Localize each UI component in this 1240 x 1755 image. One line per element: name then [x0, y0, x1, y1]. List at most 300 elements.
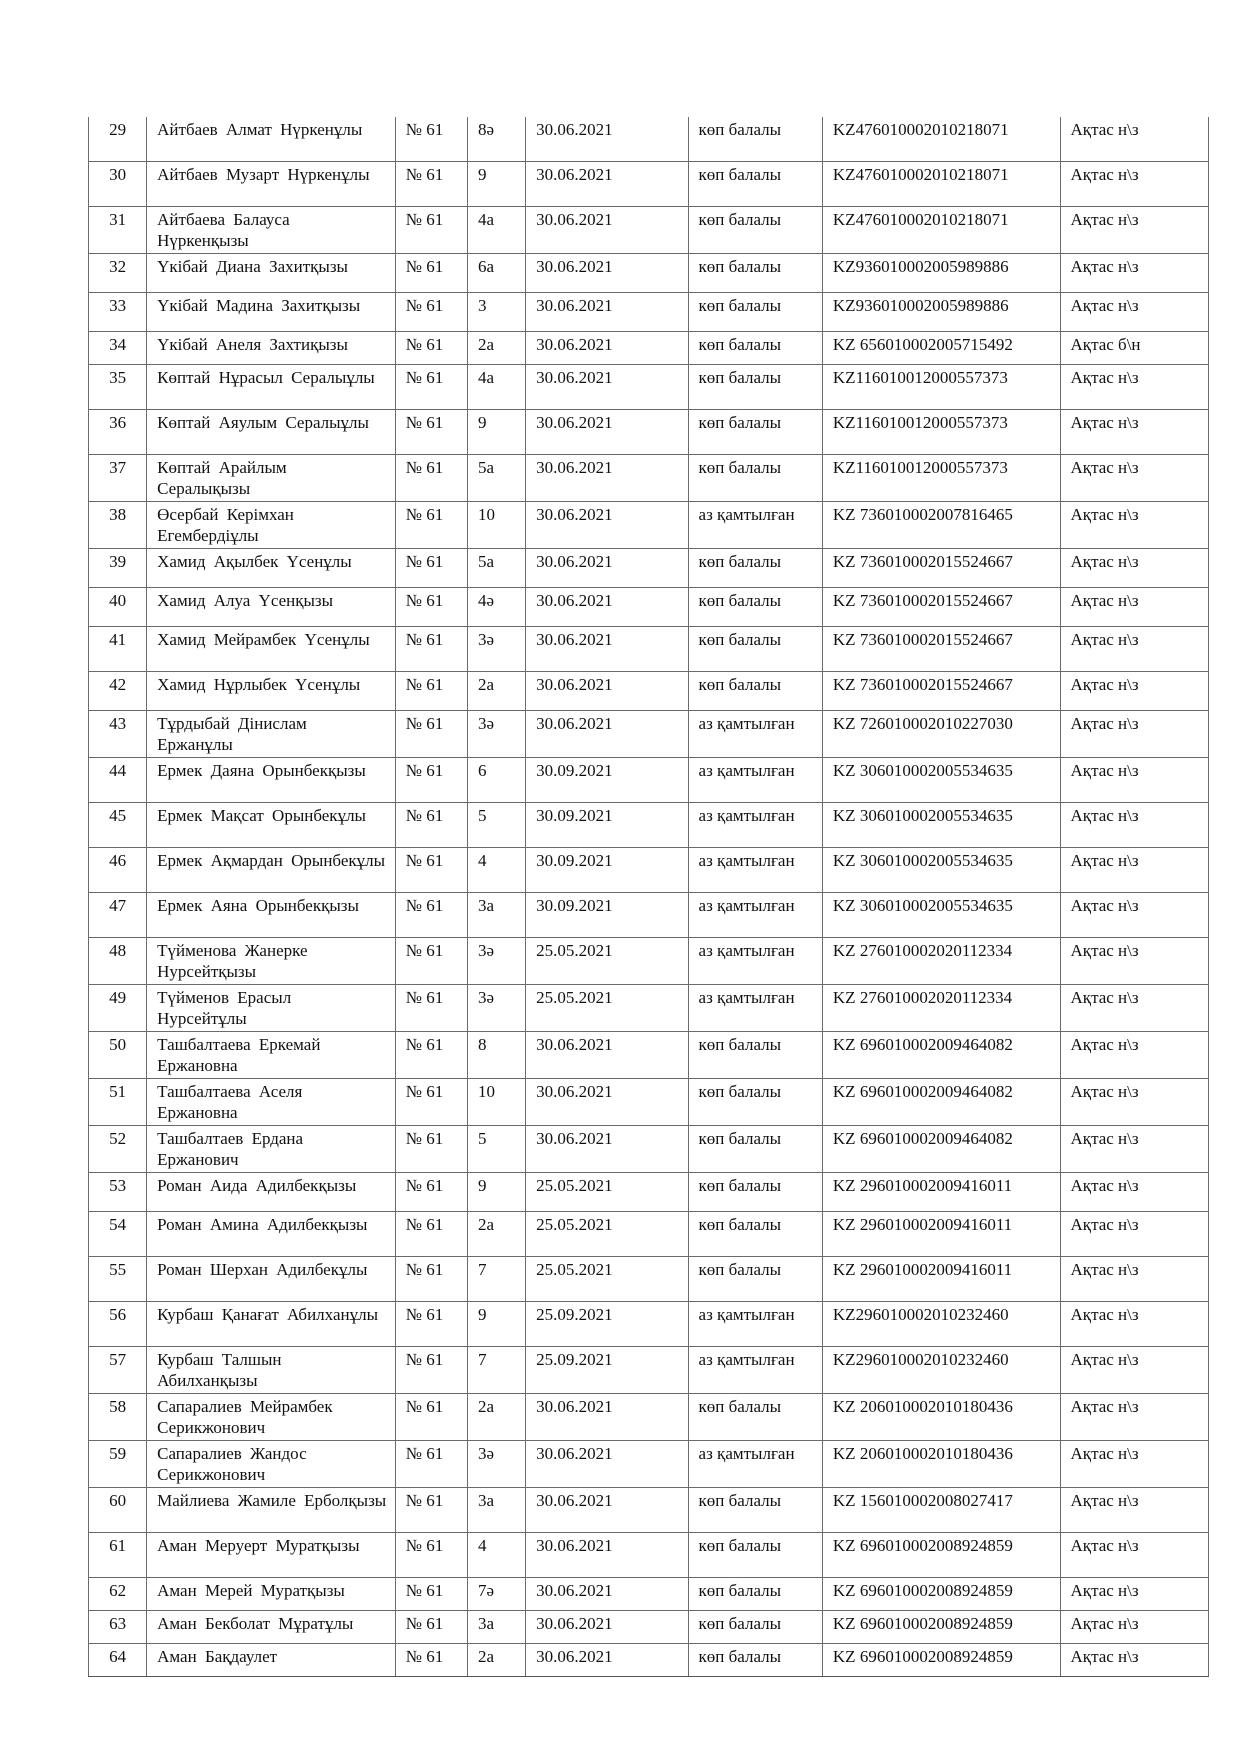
bank-branch: Ақтас н\з [1060, 1032, 1208, 1079]
grade: 7 [467, 1347, 525, 1394]
iban: KZ 306010002005534635 [822, 803, 1060, 848]
student-name: Аман Бақдаулет [147, 1644, 396, 1677]
student-name: Ермек Даяна Орынбекқызы [147, 758, 396, 803]
iban: KZ 736010002015524667 [822, 672, 1060, 711]
table-row [89, 207, 1209, 254]
school-number: № 61 [395, 410, 467, 455]
row-number: 38 [89, 502, 147, 549]
iban: KZ 306010002005534635 [822, 893, 1060, 938]
row-number: 37 [89, 455, 147, 502]
iban: KZ 736010002015524667 [822, 588, 1060, 627]
row-number: 53 [89, 1173, 147, 1212]
grade: 3ә [467, 1441, 525, 1488]
grade: 9 [467, 162, 525, 207]
bank-branch: Ақтас н\з [1060, 1488, 1208, 1533]
category: көп балалы [688, 1212, 822, 1257]
student-name: Курбаш Талшын Абилханқызы [147, 1347, 396, 1394]
bank-branch: Ақтас н\з [1060, 1126, 1208, 1173]
iban: KZ 696010002009464082 [822, 1079, 1060, 1126]
student-name: Айтбаев Музарт Нүркенұлы [147, 162, 396, 207]
table-row [89, 711, 1209, 758]
grade: 2а [467, 672, 525, 711]
iban: KZ 726010002010227030 [822, 711, 1060, 758]
date: 30.06.2021 [526, 1488, 688, 1533]
student-name: Көптай Нұрасыл Сералыұлы [147, 365, 396, 410]
date: 30.06.2021 [526, 1611, 688, 1644]
category: көп балалы [688, 1173, 822, 1212]
category: аз қамтылған [688, 985, 822, 1032]
student-name: Айтбаева Балауса Нүркенқызы [147, 207, 396, 254]
table-row [89, 803, 1209, 848]
category: көп балалы [688, 1488, 822, 1533]
table-row [89, 1173, 1209, 1212]
grade: 3ә [467, 627, 525, 672]
date: 25.05.2021 [526, 1212, 688, 1257]
category: аз қамтылған [688, 1347, 822, 1394]
category: көп балалы [688, 254, 822, 293]
date: 30.06.2021 [526, 1441, 688, 1488]
category: көп балалы [688, 1533, 822, 1578]
student-name: Аман Бекболат Мұратұлы [147, 1611, 396, 1644]
school-number: № 61 [395, 1441, 467, 1488]
date: 30.06.2021 [526, 207, 688, 254]
date: 25.09.2021 [526, 1347, 688, 1394]
date: 25.05.2021 [526, 1173, 688, 1212]
row-number: 35 [89, 365, 147, 410]
bank-branch: Ақтас н\з [1060, 410, 1208, 455]
iban: KZ 296010002009416011 [822, 1257, 1060, 1302]
iban: KZ 306010002005534635 [822, 848, 1060, 893]
table-row [89, 1257, 1209, 1302]
iban: KZ 696010002009464082 [822, 1032, 1060, 1079]
date: 30.06.2021 [526, 1533, 688, 1578]
category: көп балалы [688, 1394, 822, 1441]
date: 30.06.2021 [526, 254, 688, 293]
iban: KZ 736010002015524667 [822, 549, 1060, 588]
iban: KZ116010012000557373 [822, 410, 1060, 455]
grade: 2а [467, 1394, 525, 1441]
student-name: Үкібай Анеля Захтиқызы [147, 332, 396, 365]
row-number: 62 [89, 1578, 147, 1611]
row-number: 31 [89, 207, 147, 254]
bank-branch: Ақтас н\з [1060, 1302, 1208, 1347]
table-row [89, 938, 1209, 985]
bank-branch: Ақтас н\з [1060, 502, 1208, 549]
grade: 2а [467, 332, 525, 365]
grade: 10 [467, 502, 525, 549]
student-name: Хамид Нұрлыбек Үсенұлы [147, 672, 396, 711]
row-number: 60 [89, 1488, 147, 1533]
student-name: Роман Амина Адилбекқызы [147, 1212, 396, 1257]
grade: 5а [467, 549, 525, 588]
category: аз қамтылған [688, 938, 822, 985]
bank-branch: Ақтас н\з [1060, 1173, 1208, 1212]
bank-branch: Ақтас б\н [1060, 332, 1208, 365]
table-row [89, 1578, 1209, 1611]
student-name: Аман Меруерт Муратқызы [147, 1533, 396, 1578]
table-row [89, 1079, 1209, 1126]
student-name: Көптай Аяулым Сералыұлы [147, 410, 396, 455]
school-number: № 61 [395, 293, 467, 332]
table-row [89, 985, 1209, 1032]
student-name: Сапаралиев Жандос Серикжонович [147, 1441, 396, 1488]
student-name: Түйменова Жанерке Нурсейтқызы [147, 938, 396, 985]
student-name: Үкібай Диана Захитқызы [147, 254, 396, 293]
bank-branch: Ақтас н\з [1060, 1347, 1208, 1394]
beneficiaries-table [88, 117, 1209, 1677]
category: көп балалы [688, 1644, 822, 1677]
category: көп балалы [688, 1079, 822, 1126]
table-row [89, 672, 1209, 711]
grade: 2а [467, 1644, 525, 1677]
iban: KZ116010012000557373 [822, 455, 1060, 502]
iban: KZ 696010002008924859 [822, 1611, 1060, 1644]
school-number: № 61 [395, 588, 467, 627]
date: 25.09.2021 [526, 1302, 688, 1347]
table-row [89, 455, 1209, 502]
category: көп балалы [688, 627, 822, 672]
iban: KZ 296010002009416011 [822, 1212, 1060, 1257]
school-number: № 61 [395, 1347, 467, 1394]
document-page [88, 117, 1209, 1677]
bank-branch: Ақтас н\з [1060, 1212, 1208, 1257]
row-number: 46 [89, 848, 147, 893]
school-number: № 61 [395, 1578, 467, 1611]
row-number: 33 [89, 293, 147, 332]
category: көп балалы [688, 207, 822, 254]
category: көп балалы [688, 455, 822, 502]
table-row [89, 1212, 1209, 1257]
school-number: № 61 [395, 1533, 467, 1578]
school-number: № 61 [395, 1394, 467, 1441]
grade: 8 [467, 1032, 525, 1079]
grade: 5 [467, 803, 525, 848]
iban: KZ 276010002020112334 [822, 938, 1060, 985]
table-row [89, 1611, 1209, 1644]
grade: 5а [467, 455, 525, 502]
iban: KZ 696010002009464082 [822, 1126, 1060, 1173]
school-number: № 61 [395, 1611, 467, 1644]
bank-branch: Ақтас н\з [1060, 803, 1208, 848]
student-name: Хамид Мейрамбек Үсенұлы [147, 627, 396, 672]
date: 30.06.2021 [526, 549, 688, 588]
table-row [89, 117, 1209, 162]
iban: KZ 276010002020112334 [822, 985, 1060, 1032]
table-row [89, 1394, 1209, 1441]
grade: 9 [467, 410, 525, 455]
row-number: 40 [89, 588, 147, 627]
table-row [89, 410, 1209, 455]
grade: 3 [467, 293, 525, 332]
iban: KZ476010002010218071 [822, 117, 1060, 162]
date: 30.06.2021 [526, 410, 688, 455]
school-number: № 61 [395, 803, 467, 848]
school-number: № 61 [395, 1079, 467, 1126]
bank-branch: Ақтас н\з [1060, 162, 1208, 207]
school-number: № 61 [395, 1212, 467, 1257]
category: аз қамтылған [688, 1441, 822, 1488]
table-row [89, 365, 1209, 410]
category: аз қамтылған [688, 758, 822, 803]
date: 25.05.2021 [526, 938, 688, 985]
bank-branch: Ақтас н\з [1060, 938, 1208, 985]
row-number: 54 [89, 1212, 147, 1257]
bank-branch: Ақтас н\з [1060, 1394, 1208, 1441]
grade: 4 [467, 1533, 525, 1578]
table-row [89, 1644, 1209, 1677]
student-name: Роман Аида Адилбекқызы [147, 1173, 396, 1212]
iban: KZ 736010002007816465 [822, 502, 1060, 549]
row-number: 50 [89, 1032, 147, 1079]
row-number: 61 [89, 1533, 147, 1578]
iban: KZ296010002010232460 [822, 1302, 1060, 1347]
school-number: № 61 [395, 938, 467, 985]
date: 30.06.2021 [526, 162, 688, 207]
grade: 4 [467, 848, 525, 893]
school-number: № 61 [395, 455, 467, 502]
iban: KZ 306010002005534635 [822, 758, 1060, 803]
school-number: № 61 [395, 672, 467, 711]
row-number: 51 [89, 1079, 147, 1126]
date: 30.06.2021 [526, 117, 688, 162]
bank-branch: Ақтас н\з [1060, 1611, 1208, 1644]
grade: 7 [467, 1257, 525, 1302]
bank-branch: Ақтас н\з [1060, 893, 1208, 938]
category: көп балалы [688, 117, 822, 162]
table-row [89, 502, 1209, 549]
student-name: Ермек Ақмардан Орынбекұлы [147, 848, 396, 893]
grade: 10 [467, 1079, 525, 1126]
school-number: № 61 [395, 627, 467, 672]
bank-branch: Ақтас н\з [1060, 207, 1208, 254]
bank-branch: Ақтас н\з [1060, 1533, 1208, 1578]
table-row [89, 893, 1209, 938]
iban: KZ476010002010218071 [822, 207, 1060, 254]
table-row [89, 162, 1209, 207]
row-number: 49 [89, 985, 147, 1032]
school-number: № 61 [395, 162, 467, 207]
category: көп балалы [688, 410, 822, 455]
bank-branch: Ақтас н\з [1060, 1441, 1208, 1488]
row-number: 63 [89, 1611, 147, 1644]
school-number: № 61 [395, 893, 467, 938]
category: көп балалы [688, 588, 822, 627]
row-number: 52 [89, 1126, 147, 1173]
row-number: 30 [89, 162, 147, 207]
iban: KZ 696010002008924859 [822, 1578, 1060, 1611]
date: 30.06.2021 [526, 455, 688, 502]
category: көп балалы [688, 162, 822, 207]
iban: KZ936010002005989886 [822, 293, 1060, 332]
iban: KZ296010002010232460 [822, 1347, 1060, 1394]
student-name: Хамид Алуа Үсенқызы [147, 588, 396, 627]
iban: KZ936010002005989886 [822, 254, 1060, 293]
iban: KZ116010012000557373 [822, 365, 1060, 410]
iban: KZ476010002010218071 [822, 162, 1060, 207]
table-row [89, 254, 1209, 293]
row-number: 34 [89, 332, 147, 365]
student-name: Көптай Арайлым Сералықызы [147, 455, 396, 502]
category: көп балалы [688, 332, 822, 365]
iban: KZ 696010002008924859 [822, 1533, 1060, 1578]
row-number: 64 [89, 1644, 147, 1677]
row-number: 45 [89, 803, 147, 848]
table-row [89, 1302, 1209, 1347]
iban: KZ 656010002005715492 [822, 332, 1060, 365]
iban: KZ 206010002010180436 [822, 1441, 1060, 1488]
grade: 3а [467, 1488, 525, 1533]
bank-branch: Ақтас н\з [1060, 254, 1208, 293]
grade: 3ә [467, 938, 525, 985]
table-row [89, 1347, 1209, 1394]
row-number: 59 [89, 1441, 147, 1488]
row-number: 58 [89, 1394, 147, 1441]
grade: 4а [467, 207, 525, 254]
student-name: Майлиева Жамиле Ерболқызы [147, 1488, 396, 1533]
grade: 8ә [467, 117, 525, 162]
bank-branch: Ақтас н\з [1060, 588, 1208, 627]
iban: KZ 736010002015524667 [822, 627, 1060, 672]
row-number: 44 [89, 758, 147, 803]
school-number: № 61 [395, 1032, 467, 1079]
category: көп балалы [688, 672, 822, 711]
table-row [89, 1032, 1209, 1079]
row-number: 29 [89, 117, 147, 162]
table-row [89, 1533, 1209, 1578]
school-number: № 61 [395, 1644, 467, 1677]
category: аз қамтылған [688, 502, 822, 549]
row-number: 48 [89, 938, 147, 985]
date: 30.06.2021 [526, 627, 688, 672]
category: көп балалы [688, 1257, 822, 1302]
student-name: Ермек Аяна Орынбекқызы [147, 893, 396, 938]
category: аз қамтылған [688, 848, 822, 893]
bank-branch: Ақтас н\з [1060, 985, 1208, 1032]
row-number: 47 [89, 893, 147, 938]
row-number: 57 [89, 1347, 147, 1394]
date: 30.06.2021 [526, 588, 688, 627]
bank-branch: Ақтас н\з [1060, 627, 1208, 672]
table-row [89, 588, 1209, 627]
student-name: Тұрдыбай Діниcлам Ержанұлы [147, 711, 396, 758]
school-number: № 61 [395, 711, 467, 758]
grade: 4ә [467, 588, 525, 627]
grade: 4а [467, 365, 525, 410]
date: 30.06.2021 [526, 1644, 688, 1677]
student-name: Аман Мерей Муратқызы [147, 1578, 396, 1611]
student-name: Ермек Мақсат Орынбекұлы [147, 803, 396, 848]
bank-branch: Ақтас н\з [1060, 1079, 1208, 1126]
grade: 3ә [467, 985, 525, 1032]
school-number: № 61 [395, 332, 467, 365]
iban: KZ 206010002010180436 [822, 1394, 1060, 1441]
iban: KZ 296010002009416011 [822, 1173, 1060, 1212]
bank-branch: Ақтас н\з [1060, 672, 1208, 711]
category: көп балалы [688, 1032, 822, 1079]
table-row [89, 848, 1209, 893]
school-number: № 61 [395, 254, 467, 293]
bank-branch: Ақтас н\з [1060, 758, 1208, 803]
school-number: № 61 [395, 117, 467, 162]
school-number: № 61 [395, 549, 467, 588]
student-name: Сапаралиев Мейрамбек Серикжонович [147, 1394, 396, 1441]
date: 25.05.2021 [526, 1257, 688, 1302]
bank-branch: Ақтас н\з [1060, 293, 1208, 332]
date: 30.06.2021 [526, 711, 688, 758]
school-number: № 61 [395, 758, 467, 803]
student-name: Өсербай Керімхан Егембердіұлы [147, 502, 396, 549]
grade: 2а [467, 1212, 525, 1257]
category: көп балалы [688, 293, 822, 332]
iban: KZ 696010002008924859 [822, 1644, 1060, 1677]
date: 30.06.2021 [526, 502, 688, 549]
student-name: Ташбалтаева Аселя Ержановна [147, 1079, 396, 1126]
row-number: 32 [89, 254, 147, 293]
category: аз қамтылған [688, 711, 822, 758]
date: 25.05.2021 [526, 985, 688, 1032]
student-name: Түйменов Ерасыл Нурсейтұлы [147, 985, 396, 1032]
table-row [89, 1126, 1209, 1173]
school-number: № 61 [395, 502, 467, 549]
date: 30.09.2021 [526, 848, 688, 893]
category: көп балалы [688, 1611, 822, 1644]
bank-branch: Ақтас н\з [1060, 1644, 1208, 1677]
row-number: 41 [89, 627, 147, 672]
school-number: № 61 [395, 365, 467, 410]
school-number: № 61 [395, 1173, 467, 1212]
table-row [89, 1441, 1209, 1488]
date: 30.06.2021 [526, 672, 688, 711]
date: 30.09.2021 [526, 758, 688, 803]
table-row [89, 627, 1209, 672]
bank-branch: Ақтас н\з [1060, 365, 1208, 410]
table-row [89, 293, 1209, 332]
bank-branch: Ақтас н\з [1060, 455, 1208, 502]
student-name: Ташбалтаева Еркемай Ержановна [147, 1032, 396, 1079]
grade: 3а [467, 893, 525, 938]
category: аз қамтылған [688, 803, 822, 848]
student-name: Айтбаев Алмат Нүркенұлы [147, 117, 396, 162]
category: аз қамтылған [688, 1302, 822, 1347]
school-number: № 61 [395, 985, 467, 1032]
grade: 3а [467, 1611, 525, 1644]
student-name: Ташбалтаев Ердана Ержанович [147, 1126, 396, 1173]
bank-branch: Ақтас н\з [1060, 848, 1208, 893]
date: 30.09.2021 [526, 803, 688, 848]
bank-branch: Ақтас н\з [1060, 1578, 1208, 1611]
student-name: Хамид Ақылбек Үсенұлы [147, 549, 396, 588]
date: 30.06.2021 [526, 332, 688, 365]
date: 30.06.2021 [526, 365, 688, 410]
bank-branch: Ақтас н\з [1060, 1257, 1208, 1302]
bank-branch: Ақтас н\з [1060, 117, 1208, 162]
date: 30.06.2021 [526, 1394, 688, 1441]
table-row [89, 1488, 1209, 1533]
date: 30.06.2021 [526, 1578, 688, 1611]
row-number: 36 [89, 410, 147, 455]
grade: 9 [467, 1173, 525, 1212]
row-number: 43 [89, 711, 147, 758]
grade: 6а [467, 254, 525, 293]
iban: KZ 156010002008027417 [822, 1488, 1060, 1533]
bank-branch: Ақтас н\з [1060, 711, 1208, 758]
date: 30.09.2021 [526, 893, 688, 938]
row-number: 42 [89, 672, 147, 711]
category: көп балалы [688, 549, 822, 588]
category: көп балалы [688, 365, 822, 410]
category: көп балалы [688, 1578, 822, 1611]
table-body [89, 117, 1209, 1677]
